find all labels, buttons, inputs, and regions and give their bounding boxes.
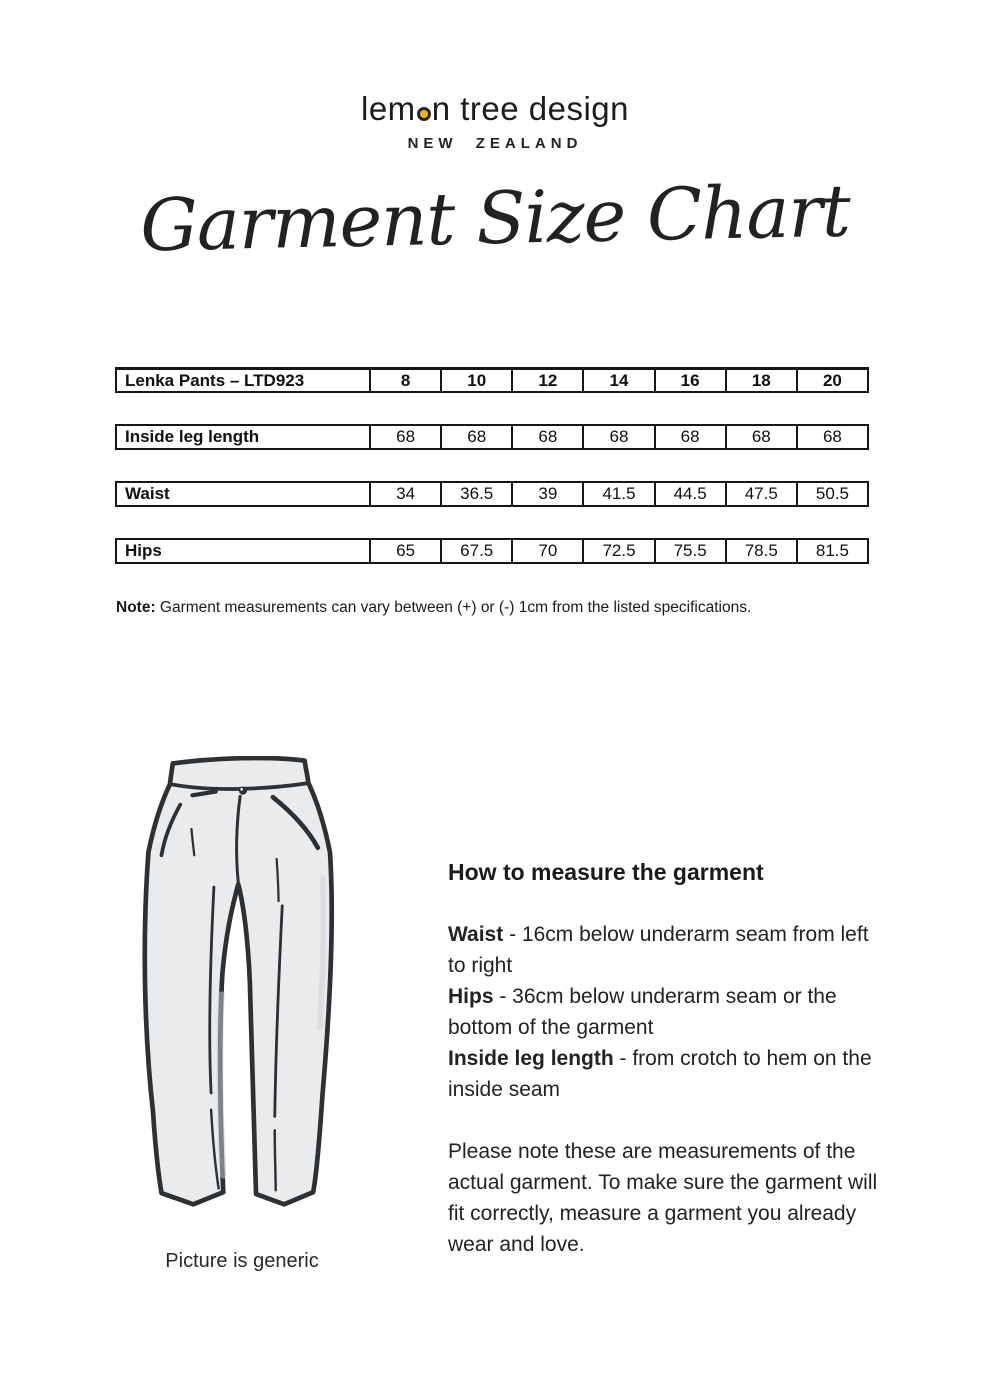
page-title: Garment Size Chart — [139, 168, 851, 268]
row-label: Inside leg length — [125, 427, 260, 446]
measurement-value: 44.5 — [654, 483, 725, 505]
illustration-caption: Picture is generic — [165, 1250, 319, 1272]
measurement-value: 36.5 — [440, 483, 511, 505]
measurement-value: 50.5 — [796, 483, 867, 505]
measurement-value: 34 — [369, 483, 440, 505]
row-label: Waist — [125, 484, 170, 503]
measurement-value: 68 — [654, 426, 725, 448]
brand-region: NEW ZEALAND — [407, 135, 583, 152]
measurement-value: 70 — [511, 540, 582, 562]
pants-drawing-icon — [139, 756, 345, 1224]
measurement-value: 72.5 — [582, 540, 653, 562]
table-row-waist — [115, 481, 869, 507]
note-prefix: Note: — [116, 599, 156, 616]
lemon-dot-icon — [417, 107, 431, 121]
note-text: Garment measurements can vary between (+) or (-) 1cm from the listed specifications. — [155, 599, 752, 616]
table-row-hips — [115, 538, 869, 564]
measurement-value: 68 — [796, 426, 867, 448]
brand-wordmark — [0, 90, 990, 128]
measurement-value: 81.5 — [796, 540, 867, 562]
wordmark-prefix: lem — [361, 90, 416, 127]
measurement-value: 68 — [582, 426, 653, 448]
fit-advice-paragraph: Please note these are measurements of the actual garment. To make sure the garment will fit correctly, measure a garment you already wear and love. — [448, 1140, 878, 1256]
size-header: 12 — [511, 370, 582, 391]
size-header: 10 — [440, 370, 511, 391]
measurement-value: 68 — [440, 426, 511, 448]
measurement-value: 68 — [725, 426, 796, 448]
measurement-value: 78.5 — [725, 540, 796, 562]
brand-logo — [0, 90, 990, 152]
measurement-value: 39 — [511, 483, 582, 505]
size-header: 14 — [582, 370, 653, 391]
size-header: 16 — [654, 370, 725, 391]
measurement-value: 75.5 — [654, 540, 725, 562]
size-header: 18 — [725, 370, 796, 391]
measurement-value: 65 — [369, 540, 440, 562]
measurement-value: 67.5 — [440, 540, 511, 562]
table-row-inside-leg — [115, 424, 869, 450]
measurement-value: 68 — [369, 426, 440, 448]
size-header: 20 — [796, 370, 867, 391]
definition-waist: Waist - 16cm below underarm seam from left to right — [448, 923, 869, 977]
table-header-row — [115, 367, 869, 393]
how-to-measure-section — [448, 857, 882, 1260]
measurement-value: 41.5 — [582, 483, 653, 505]
tolerance-note — [116, 599, 751, 617]
row-label: Hips — [125, 541, 162, 560]
product-label: Lenka Pants – LTD923 — [125, 370, 305, 390]
size-header: 8 — [369, 370, 440, 391]
size-chart-table — [115, 367, 869, 595]
pants-illustration — [139, 756, 345, 1273]
measurement-value: 47.5 — [725, 483, 796, 505]
measurement-value: 68 — [511, 426, 582, 448]
measure-definitions — [448, 919, 882, 1105]
how-to-measure-heading: How to measure the garment — [448, 859, 764, 885]
definition-inside-leg: Inside leg length - from crotch to hem on the inside seam — [448, 1047, 872, 1101]
definition-hips: Hips - 36cm below underarm seam or the bottom of the garment — [448, 985, 837, 1039]
wordmark-suffix: n tree design — [431, 90, 629, 127]
